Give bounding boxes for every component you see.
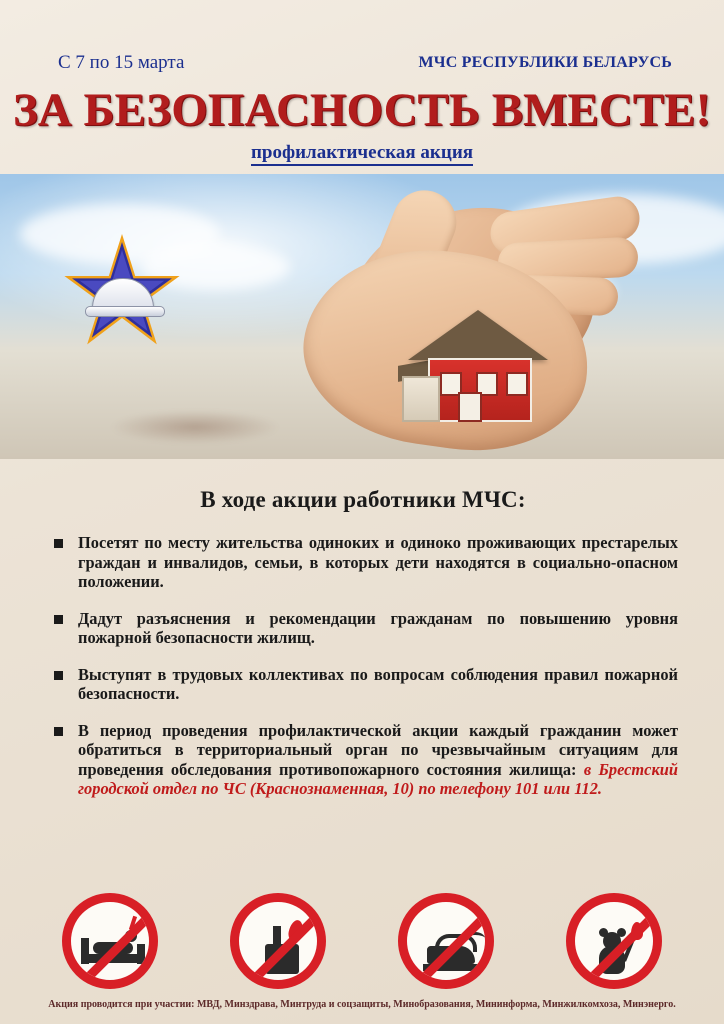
- page-title: ЗА БЕЗОПАСНОСТЬ ВМЕСТЕ!: [12, 84, 712, 136]
- list-item-contact: [48, 721, 678, 799]
- page-subtitle: [0, 142, 724, 164]
- hero-photo: [0, 174, 724, 459]
- no-smoking-in-bed-icon: [62, 893, 158, 989]
- contact-text-prefix: В период проведения профилактической акции каждый гражданин может обратиться в территориальный орган по чрезвычайным ситуациям для проведения обследования противопожарного состояния жилища:: [78, 720, 678, 779]
- measures-list: [48, 533, 678, 799]
- page-subtitle-text: профилактическая акция: [251, 142, 473, 166]
- prohibition-signs-row: [0, 885, 724, 989]
- no-children-with-matches-icon: [566, 893, 662, 989]
- poster-header: [0, 0, 724, 174]
- house-model-icon: [402, 310, 552, 430]
- poster-body: [0, 459, 724, 885]
- campaign-date-range: С 7 по 15 марта: [58, 52, 185, 73]
- footer-note: Акция проводится при участии: МВД, Минздрава, Минтруда и соцзащиты, Минобразования, Мининформа, Минжилкомхоза, Минэнерго.: [48, 999, 676, 1010]
- no-unattended-iron-icon: [398, 893, 494, 989]
- reflection-shadow: [110, 410, 280, 444]
- hands-holding-house-illustration: [284, 192, 684, 459]
- list-item: Выступят в трудовых коллективах по вопросам соблюдения правил пожарной безопасности.: [48, 665, 678, 704]
- list-item: Посетят по месту жительства одиноких и одиноко проживающих престарелых граждан и инвалидов, семьи, в которых дети находятся в социально-опасном положении.: [48, 533, 678, 592]
- organization-name: МЧС РЕСПУБЛИКИ БЕЛАРУСЬ: [418, 54, 672, 71]
- section-heading: В ходе акции работники МЧС:: [200, 487, 526, 512]
- no-unattended-stove-icon: [230, 893, 326, 989]
- contact-details: в Брестский городской отдел по ЧС (Краснознаменная, 10) по телефону 101 или 112.: [78, 759, 678, 798]
- mchs-emblem-icon: [62, 234, 182, 354]
- list-item: Дадут разъяснения и рекомендации гражданам по повышению уровня пожарной безопасности жилищ.: [48, 609, 678, 648]
